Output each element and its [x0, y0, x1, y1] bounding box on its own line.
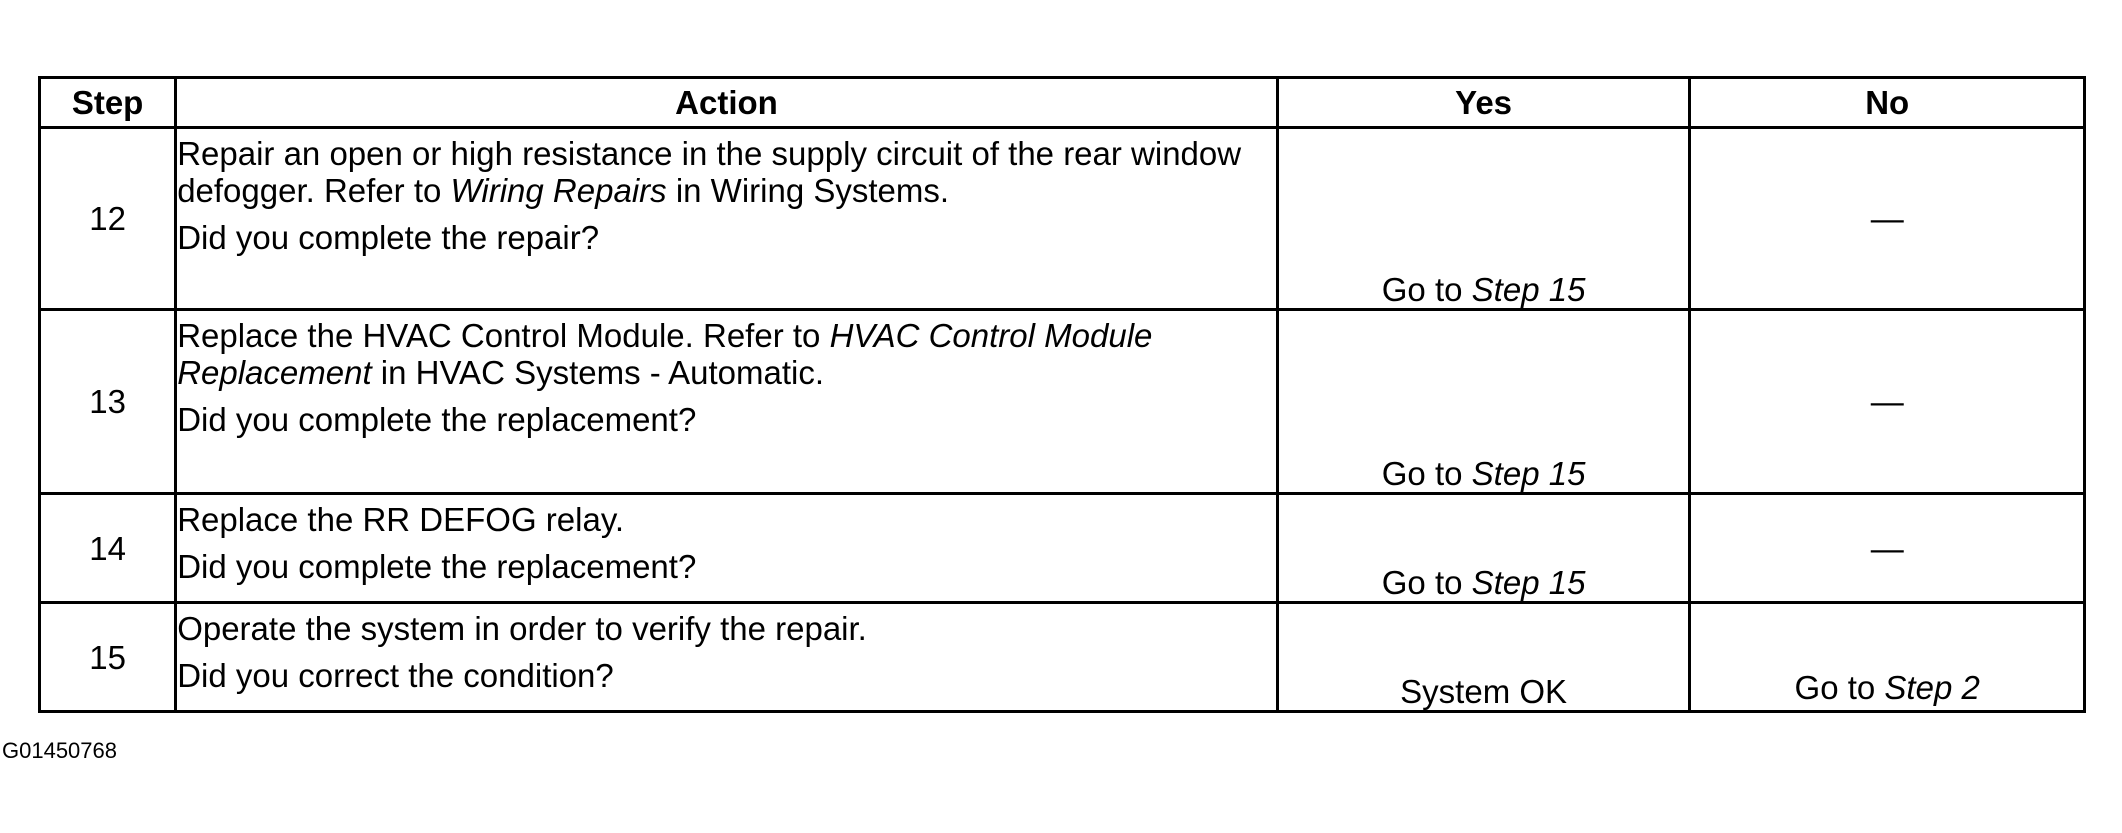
yes-cell: System OK: [1277, 603, 1690, 712]
no-cell: —: [1690, 494, 2085, 603]
table-row: [40, 128, 2085, 310]
table-row: [40, 603, 2085, 712]
step-number: 13: [40, 310, 176, 494]
diagnostic-table: [38, 76, 2086, 713]
action-instruction: Replace the RR DEFOG relay.: [177, 501, 625, 538]
yes-cell: Go to Step 15: [1277, 310, 1690, 494]
action-instruction: Repair an open or high resistance in the supply circuit of the rear window defogger. Refer to Wiring Repairs in Wiring Systems.: [177, 135, 1242, 209]
step-number: 12: [40, 128, 176, 310]
action-question: Did you complete the replacement?: [177, 401, 697, 438]
action-cell: [176, 494, 1278, 603]
reference-link: Wiring Repairs: [450, 172, 667, 209]
no-cell: —: [1690, 310, 2085, 494]
header-no: No: [1690, 78, 2085, 128]
action-cell: [176, 310, 1278, 494]
step-number: 15: [40, 603, 176, 712]
no-cell: Go to Step 2: [1690, 603, 2085, 712]
header-step: Step: [40, 78, 176, 128]
header-action: Action: [176, 78, 1278, 128]
action-question: Did you complete the repair?: [177, 219, 600, 256]
table-row: [40, 494, 2085, 603]
action-question: Did you correct the condition?: [177, 657, 614, 694]
action-question: Did you complete the replacement?: [177, 548, 697, 585]
action-cell: [176, 603, 1278, 712]
table-header-row: [40, 78, 2085, 128]
figure-id: G01450768: [2, 738, 117, 763]
action-instruction: Replace the HVAC Control Module. Refer to HVAC Control Module Replacement in HVAC Systems - Automatic.: [177, 317, 1153, 391]
action-cell: [176, 128, 1278, 310]
yes-cell: Go to Step 15: [1277, 494, 1690, 603]
action-instruction: Operate the system in order to verify the repair.: [177, 610, 867, 647]
no-cell: —: [1690, 128, 2085, 310]
reference-link: HVAC Control Module Replacement: [177, 317, 1153, 391]
yes-cell: Go to Step 15: [1277, 128, 1690, 310]
step-number: 14: [40, 494, 176, 603]
header-yes: Yes: [1277, 78, 1690, 128]
table-row: [40, 310, 2085, 494]
